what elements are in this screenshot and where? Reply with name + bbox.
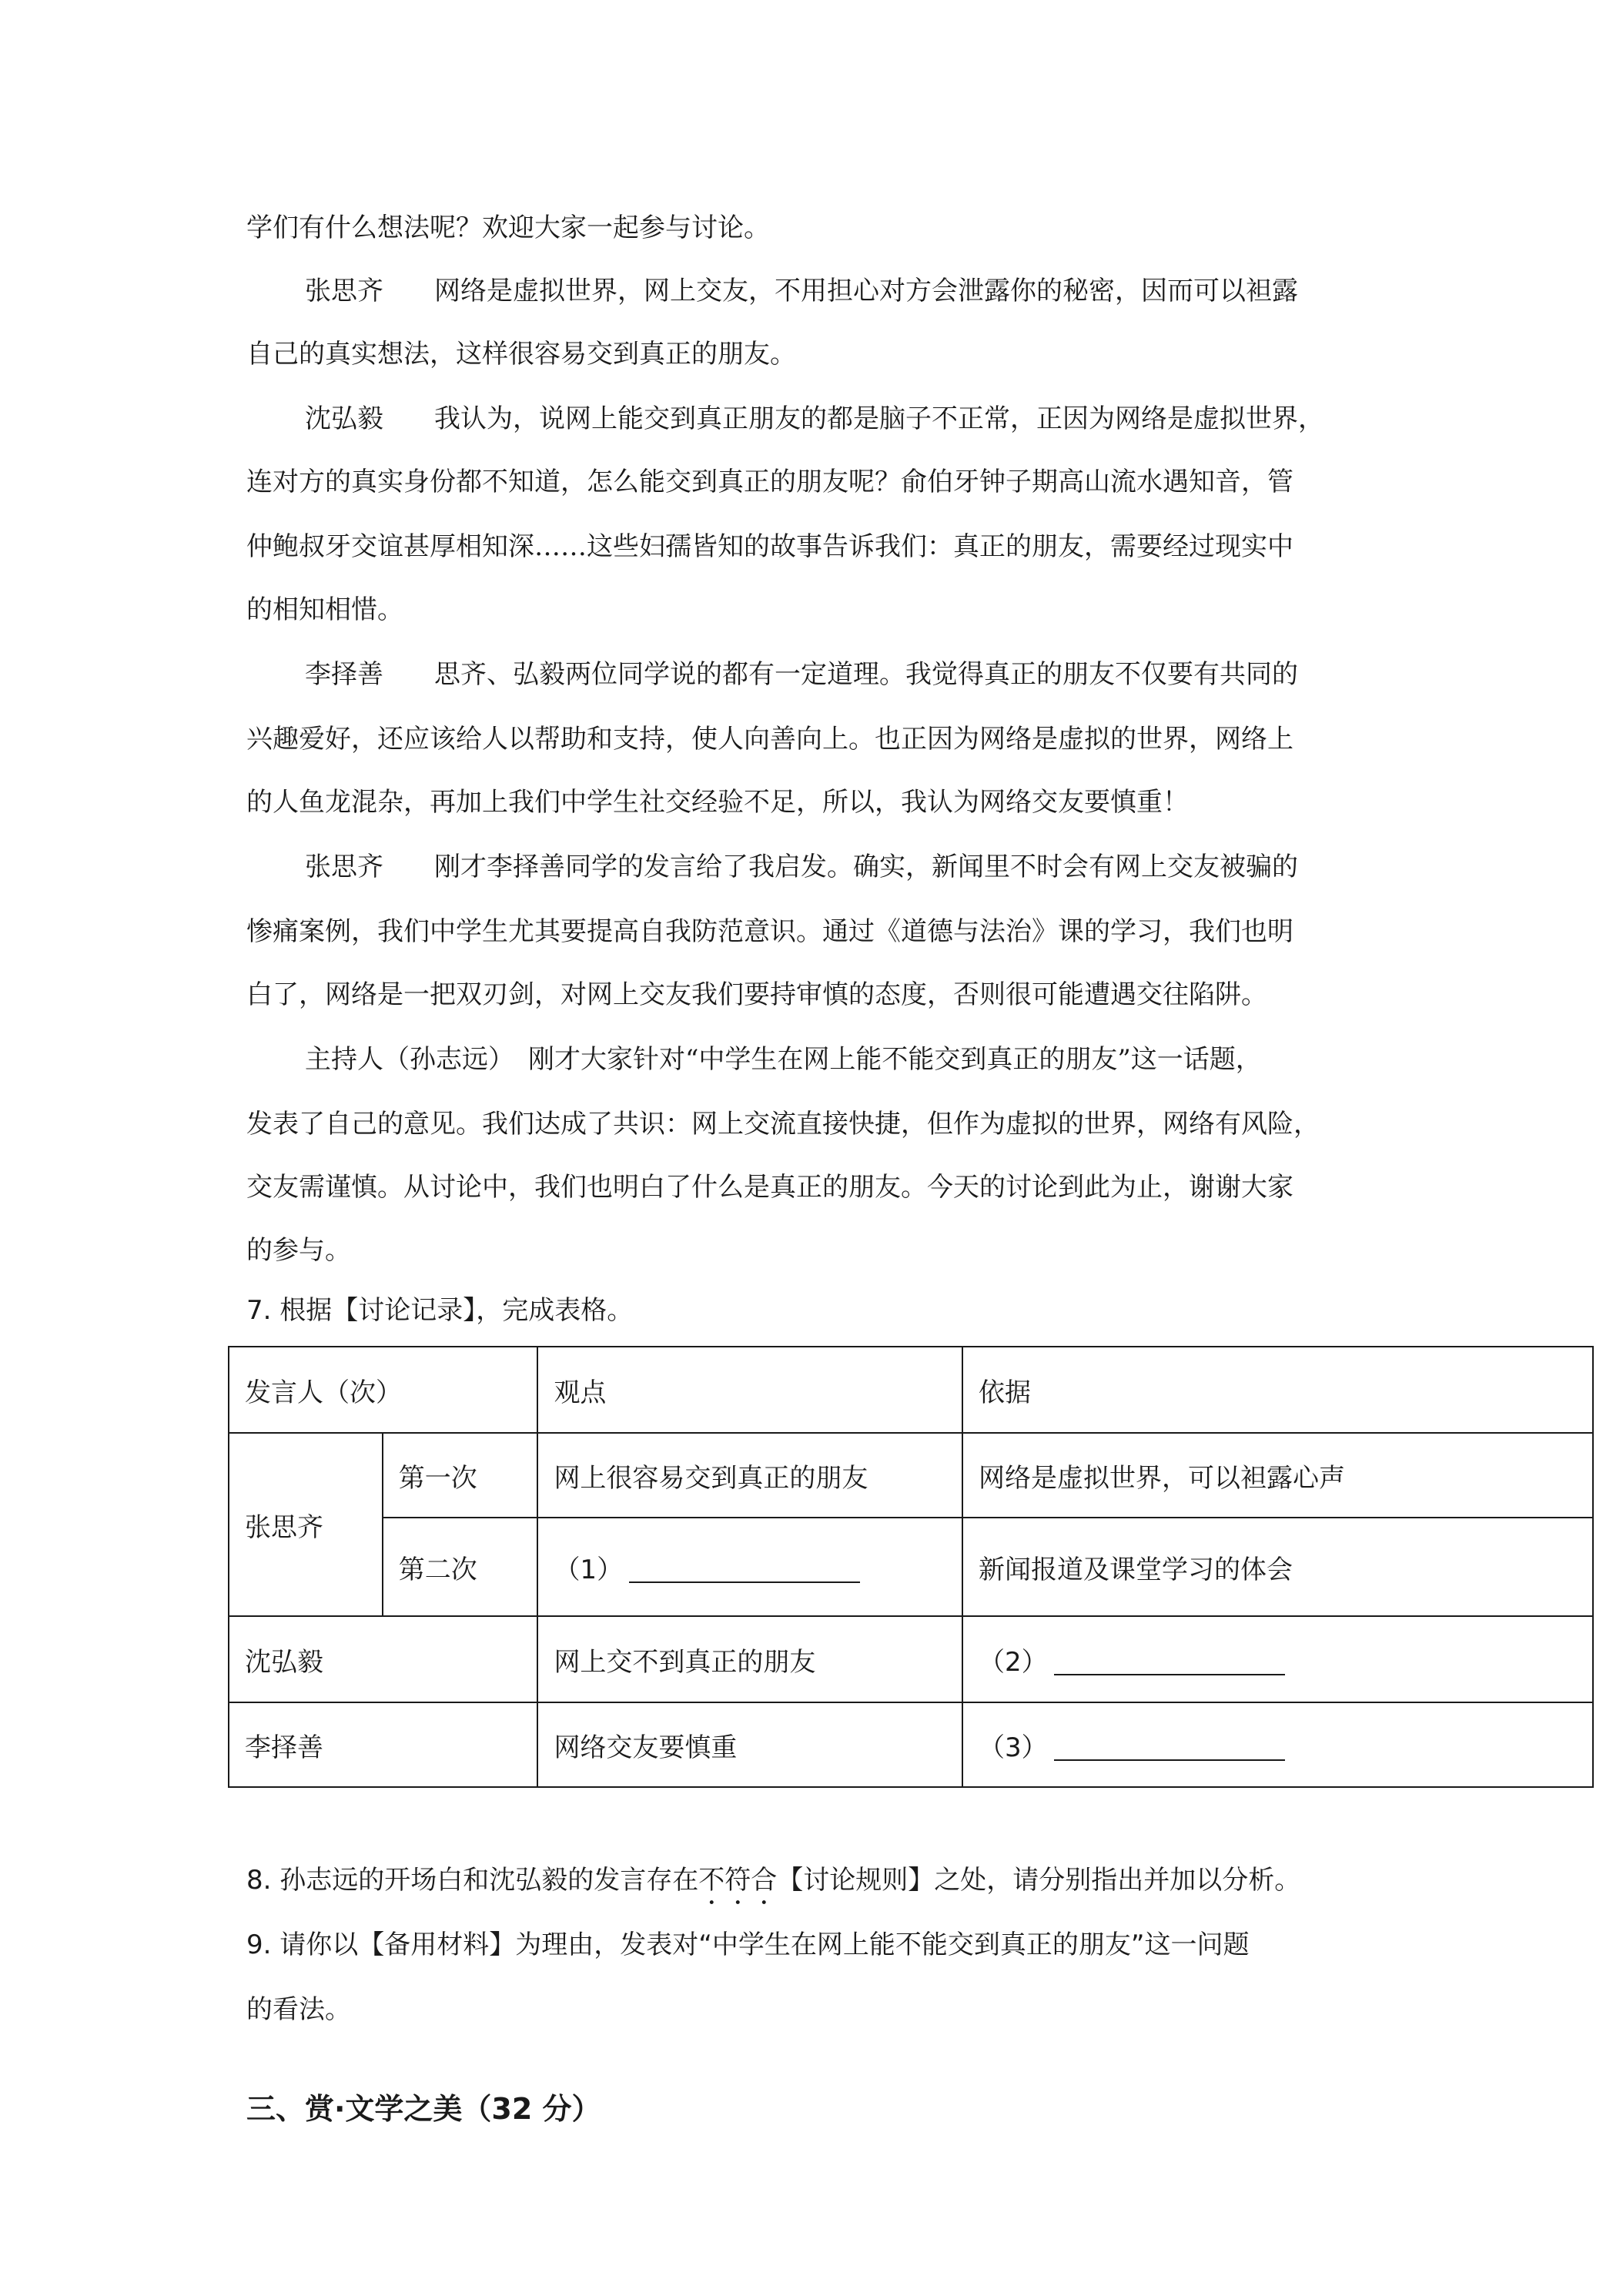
dialogue-line: 兴趣爱好，还应该给人以帮助和支持，使人向善向上。也正因为网络是虚拟的世界，网络上: [246, 724, 1293, 755]
basis-cell-blank-2[interactable]: （2）: [962, 1616, 1593, 1702]
question-7: 7. 根据【讨论记录】，完成表格。: [246, 1295, 634, 1326]
question-8: 8. 孙志远的开场白和沈弘毅的发言存在不符合【讨论规则】之处，请分别指出并加以分析。: [246, 1865, 1301, 1896]
emphasis-text: 不符合: [698, 1865, 778, 1896]
question-9: 9. 请你以【备用材料】为理由，发表对“中学生在网上能不能交到真正的朋友”这一问题: [246, 1930, 1250, 1960]
basis-cell: 网络是虚拟世界，可以袒露心声: [962, 1433, 1593, 1518]
speaker-name: 沈弘毅: [305, 403, 383, 434]
section-heading: 三、赏·文学之美（32 分）: [246, 2092, 601, 2126]
speaker-name: 李择善: [305, 659, 383, 690]
dialogue-line: 学们有什么想法呢？欢迎大家一起参与讨论。: [246, 213, 770, 243]
dialogue-line: 的参与。: [246, 1235, 351, 1266]
basis-cell: 新闻报道及课堂学习的体会: [962, 1518, 1593, 1616]
dialogue-line: 张思齐 刚才李择善同学的发言给了我启发。确实，新闻里不时会有网上交友被骗的: [305, 852, 1298, 882]
basis-cell-blank-3[interactable]: （3）: [962, 1702, 1593, 1787]
dialogue-line: 的相知相惜。: [246, 594, 403, 625]
time-cell: 第一次: [383, 1433, 538, 1518]
dialogue-line: 主持人（孙志远） 刚才大家针对“中学生在网上能不能交到真正的朋友”这一话题，: [305, 1044, 1262, 1075]
answer-blank[interactable]: [1054, 1736, 1285, 1761]
dialogue-line: 交友需谨慎。从讨论中，我们也明白了什么是真正的朋友。今天的讨论到此为止，谢谢大家: [246, 1172, 1293, 1203]
speaker-name: 张思齐: [305, 276, 383, 306]
dialogue-line: 张思齐 网络是虚拟世界，网上交友，不用担心对方会泄露你的秘密，因而可以袒露: [305, 276, 1298, 306]
dialogue-line: 仲鲍叔牙交谊甚厚相知深……这些妇孺皆知的故事告诉我们：真正的朋友，需要经过现实中: [246, 531, 1293, 562]
question-9-cont: 的看法。: [246, 1994, 351, 2025]
speaker-name: 主持人（孙志远）: [305, 1044, 514, 1075]
speaker-cell: 沈弘毅: [229, 1616, 537, 1702]
dialogue-line: 沈弘毅 我认为，说网上能交到真正朋友的都是脑子不正常，正因为网络是虚拟世界，: [305, 403, 1324, 434]
table-header-basis: 依据: [962, 1347, 1593, 1433]
time-cell: 第二次: [383, 1518, 538, 1616]
dialogue-line: 白了，网络是一把双刃剑，对网上交友我们要持审慎的态度，否则很可能遭遇交往陷阱。: [246, 979, 1267, 1010]
dialogue-line: 发表了自己的意见。我们达成了共识：网上交流直接快捷，但作为虚拟的世界，网络有风险，: [246, 1109, 1320, 1140]
dialogue-line: 自己的真实想法，这样很容易交到真正的朋友。: [246, 339, 796, 370]
dialogue-line: 李择善 思齐、弘毅两位同学说的都有一定道理。我觉得真正的朋友不仅要有共同的: [305, 659, 1298, 690]
table-header-view: 观点: [537, 1347, 962, 1433]
answer-blank[interactable]: [1054, 1651, 1285, 1675]
answer-blank[interactable]: [629, 1558, 860, 1583]
table-header-speaker: 发言人（次）: [229, 1347, 537, 1433]
speaker-name: 张思齐: [305, 852, 383, 882]
dialogue-line: 惨痛案例，我们中学生尤其要提高自我防范意识。通过《道德与法治》课的学习，我们也明: [246, 916, 1293, 947]
speaker-cell: 张思齐: [229, 1433, 383, 1616]
view-cell: 网络交友要慎重: [537, 1702, 962, 1787]
answer-table: [228, 1346, 1594, 1788]
dialogue-line: 的人鱼龙混杂，再加上我们中学生社交经验不足，所以，我认为网络交友要慎重！: [246, 787, 1189, 818]
view-cell-blank-1[interactable]: （1）: [537, 1518, 962, 1616]
view-cell: 网上交不到真正的朋友: [537, 1616, 962, 1702]
speaker-cell: 李择善: [229, 1702, 537, 1787]
view-cell: 网上很容易交到真正的朋友: [537, 1433, 962, 1518]
dialogue-line: 连对方的真实身份都不知道，怎么能交到真正的朋友呢？俞伯牙钟子期高山流水遇知音，管: [246, 467, 1293, 497]
